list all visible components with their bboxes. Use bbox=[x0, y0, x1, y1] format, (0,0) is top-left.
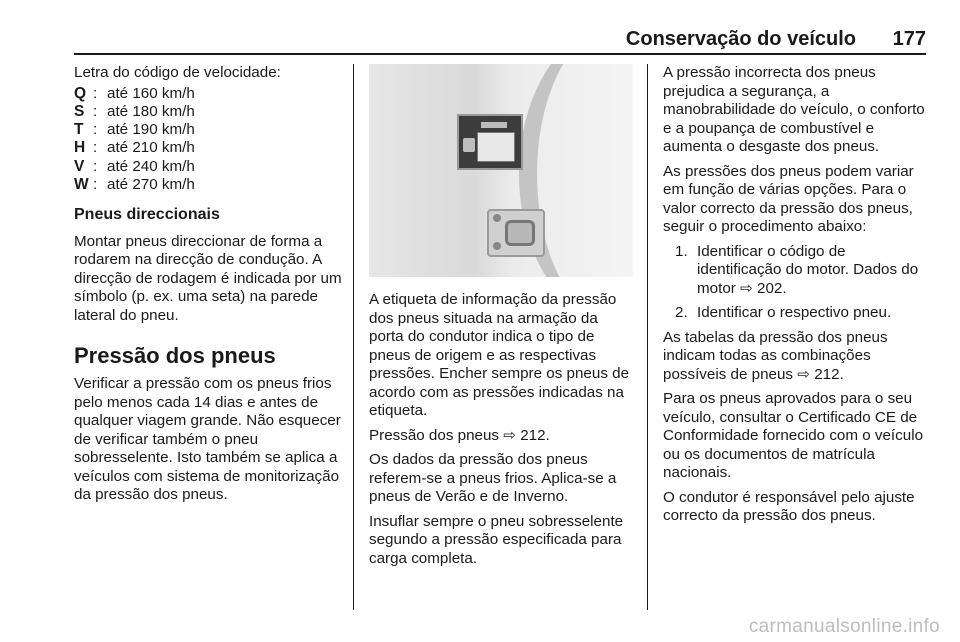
speed-code-list bbox=[74, 85, 344, 195]
speed-code: S bbox=[74, 102, 85, 120]
pressure-heading: Pressão dos pneus bbox=[74, 343, 276, 369]
speed-code-row bbox=[74, 85, 344, 103]
reference-arrow-icon: ⇨ bbox=[797, 365, 810, 383]
screw-icon bbox=[493, 242, 501, 250]
column-right bbox=[663, 64, 928, 532]
driver-responsibility-text: O condutor é responsável pelo ajuste correcto da pressão dos pneus. bbox=[663, 488, 915, 524]
speed-sep: : bbox=[93, 139, 98, 157]
speed-code: H bbox=[74, 139, 86, 157]
speed-value: até 160 km/h bbox=[107, 84, 195, 102]
speed-code-row bbox=[74, 158, 344, 176]
directional-heading: Pneus direccionais bbox=[74, 206, 220, 224]
speed-sep: : bbox=[93, 102, 98, 120]
pressure-table-graphic bbox=[477, 132, 515, 162]
reference-arrow-icon: ⇨ bbox=[503, 426, 516, 444]
speed-code-row bbox=[74, 176, 344, 194]
spare-tire-text: Insuflar sempre o pneu sobresselente segundo a pressão especificada para carga completa. bbox=[369, 512, 624, 567]
column-left bbox=[74, 64, 344, 511]
incorrect-pressure-text: A pressão incorrecta dos pneus prejudica a segurança, a manobrabilidade do veículo, o conforto e a poupança de combustível e aumenta o desgaste dos pneus. bbox=[663, 64, 925, 155]
pressure-ref: Pressão dos pneus ⇨ 212. bbox=[369, 426, 550, 444]
reference-link[interactable]: 202. bbox=[757, 279, 787, 297]
speed-code-row bbox=[74, 103, 344, 121]
door-frame-photo bbox=[369, 64, 633, 277]
speed-value: até 180 km/h bbox=[107, 102, 195, 120]
speed-sep: : bbox=[93, 121, 98, 139]
speed-code: T bbox=[74, 121, 84, 139]
speed-sep: : bbox=[93, 175, 98, 193]
speed-intro: Letra do código de velocidade: bbox=[74, 64, 281, 81]
speed-code: V bbox=[74, 157, 85, 175]
list-item: 1. Identificar o código de identificação do motor. Dados do motor ⇨ 202. bbox=[675, 242, 919, 297]
list-item: 2. Identificar o respectivo pneu. bbox=[675, 304, 892, 321]
speed-code-row bbox=[74, 121, 344, 139]
watermark: carmanualsonline.info bbox=[748, 616, 940, 637]
reference-link[interactable]: 212. bbox=[520, 426, 550, 444]
header-rule bbox=[74, 53, 926, 55]
section-title: Conservação do veículo bbox=[625, 28, 856, 50]
reference-arrow-icon: ⇨ bbox=[740, 279, 753, 297]
column-divider bbox=[647, 64, 648, 610]
pressure-tables-text: As tabelas da pressão dos pneus indicam todas as combinações possíveis de pneus ⇨ 212. bbox=[663, 328, 888, 383]
pressure-variation-text: As pressões dos pneus podem variar em função de várias opções. Para o valor correcto da pressão dos pneus, seguir o procedimento abaixo: bbox=[663, 162, 914, 235]
speed-value: até 240 km/h bbox=[107, 157, 195, 175]
column-divider bbox=[353, 64, 354, 610]
speed-code: W bbox=[74, 175, 89, 193]
directional-text: Montar pneus direccionar de forma a rodarem na direcção de condução. A direcção de rodagem é indicada por um símbolo (p. ex. uma seta) na parede lateral do pneu. bbox=[74, 232, 342, 324]
column-middle bbox=[369, 64, 633, 574]
speed-value: até 190 km/h bbox=[107, 121, 195, 139]
tire-icon bbox=[463, 138, 475, 152]
reference-link[interactable]: 212. bbox=[814, 365, 844, 383]
latch-bolt bbox=[505, 220, 535, 246]
pressure-text: Verificar a pressão com os pneus frios pelo menos cada 14 dias e antes de qualquer viagem grande. Não esquecer de verificar também o pneu sobresselente. Isto também se aplica a veículos com sistema de monitorização da pressão dos pneus. bbox=[74, 375, 341, 504]
speed-value: até 270 km/h bbox=[107, 175, 195, 193]
cold-tire-text: Os dados da pressão dos pneus referem-se a pneus frios. Aplica-se a pneus de Verão e de Inverno. bbox=[369, 451, 617, 505]
speed-sep: : bbox=[93, 84, 98, 102]
speed-sep: : bbox=[93, 157, 98, 175]
page-header bbox=[74, 28, 926, 52]
speed-value: até 210 km/h bbox=[107, 139, 195, 157]
approved-tires-text: Para os pneus aprovados para o seu veículo, consultar o Certificado CE de Conformidade fornecido com o veículo ou os documentos de matrícula nacionais. bbox=[663, 390, 924, 481]
speed-code: Q bbox=[74, 84, 87, 102]
figure-caption: A etiqueta de informação da pressão dos pneus situada na armação da porta do condutor indica o tipo de pneus de origem e as respectivas pressões. Encher sempre os pneus de acordo com as pressões indicadas na etiqueta. bbox=[369, 291, 630, 419]
page-number: 177 bbox=[892, 28, 926, 50]
speed-code-row bbox=[74, 139, 344, 157]
screw-icon bbox=[493, 214, 501, 222]
